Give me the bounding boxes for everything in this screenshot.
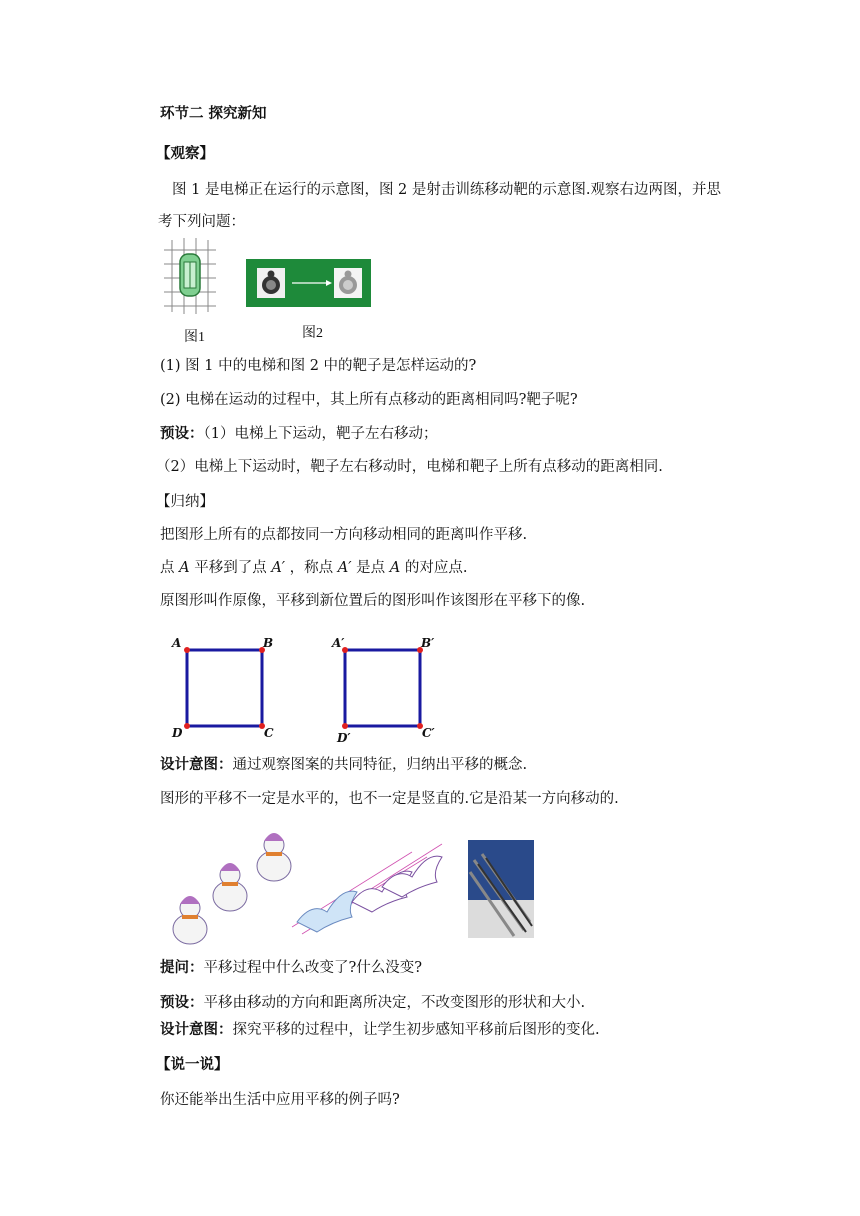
snowman-1 — [173, 896, 207, 944]
label-b: B — [263, 636, 274, 650]
fig1-caption: 图1 — [184, 330, 205, 345]
label-c-prime: C′ — [422, 726, 435, 740]
section-title: 环节二 探究新知 — [160, 106, 267, 122]
talk-heading: 【说一说】 — [156, 1057, 229, 1073]
design-2-label: 设计意图： — [160, 1021, 233, 1038]
original-square — [187, 650, 262, 726]
intro-line-1: 图 1 是电梯正在运行的示意图，图 2 是射击训练移动靶的示意图.观察右边两图，并思 — [172, 182, 721, 198]
preset-1-label: 预设： — [160, 425, 204, 442]
design-intent-1 — [160, 755, 527, 775]
elevator-figure — [160, 236, 220, 316]
moving-target-figure — [246, 259, 371, 307]
label-d-prime: D′ — [337, 731, 351, 745]
direction-note: 图形的平移不一定是水平的，也不一定是竖直的.它是沿某一方向移动的. — [160, 791, 619, 807]
fig2-caption: 图2 — [302, 326, 323, 341]
definition: 把图形上所有的点都按同一方向移动相同的距离叫作平移. — [160, 527, 528, 543]
preset-1 — [160, 424, 437, 444]
text-part: 点 — [160, 560, 180, 576]
snowmen-figure — [168, 826, 298, 946]
label-c: C — [264, 726, 274, 740]
ask — [160, 958, 422, 978]
preset-2-text: 平移由移动的方向和距离所决定，不改变图形的形状和大小. — [203, 995, 586, 1011]
escalator-photo — [468, 840, 534, 938]
design-intent-2 — [160, 1020, 600, 1040]
point-a: A — [389, 560, 401, 576]
text-part: 是点 — [351, 560, 390, 576]
preset-2 — [160, 993, 585, 1013]
label-a-prime: A′ — [332, 636, 345, 650]
translated-square — [345, 650, 420, 726]
ask-text: 平移过程中什么改变了?什么没变? — [203, 960, 423, 976]
label-b-prime: B′ — [421, 636, 435, 650]
point-d-prime-dot — [342, 723, 348, 729]
text-part: 的对应点. — [400, 560, 468, 576]
text-part: 平移到了点 — [189, 560, 272, 576]
point-a-prime: A′ — [271, 560, 286, 576]
corresponding-point-sentence — [160, 558, 467, 578]
talk-question: 你还能举出生活中应用平移的例子吗? — [160, 1092, 400, 1108]
question-2: (2) 电梯在运动的过程中，其上所有点移动的距离相同吗?靶子呢? — [160, 392, 578, 408]
design-1-label: 设计意图： — [160, 756, 233, 773]
translation-squares — [160, 630, 450, 750]
point-a-prime: A′ — [337, 560, 352, 576]
ask-label: 提问： — [160, 959, 204, 976]
label-d: D — [172, 726, 183, 740]
design-1-text: 通过观察图案的共同特征，归纳出平移的概念. — [232, 757, 528, 773]
point-d-dot — [184, 723, 190, 729]
label-a: A — [172, 636, 182, 650]
image-definition: 原图形叫作原像，平移到新位置后的图形叫作该图形在平移下的像. — [160, 593, 586, 609]
summary-heading: 【归纳】 — [156, 494, 214, 510]
preset-1-line-2: （2）电梯上下运动时，靶子左右移动时，电梯和靶子上所有点移动的距离相同. — [156, 459, 663, 475]
text-part: ，称点 — [285, 560, 338, 576]
translated-shapes-figure — [282, 832, 452, 942]
design-2-text: 探究平移的过程中，让学生初步感知平移前后图形的变化. — [232, 1022, 600, 1038]
intro-line-2: 考下列问题： — [158, 214, 245, 230]
snowman-2 — [213, 863, 247, 911]
preset-2-label: 预设： — [160, 994, 204, 1011]
preset-1-text: （1）电梯上下运动，靶子左右移动； — [203, 426, 438, 442]
point-a-dot — [184, 647, 190, 653]
observe-heading: 【观察】 — [156, 146, 214, 162]
question-1: (1) 图 1 中的电梯和图 2 中的靶子是怎样运动的? — [160, 358, 477, 374]
point-a: A — [179, 560, 190, 576]
